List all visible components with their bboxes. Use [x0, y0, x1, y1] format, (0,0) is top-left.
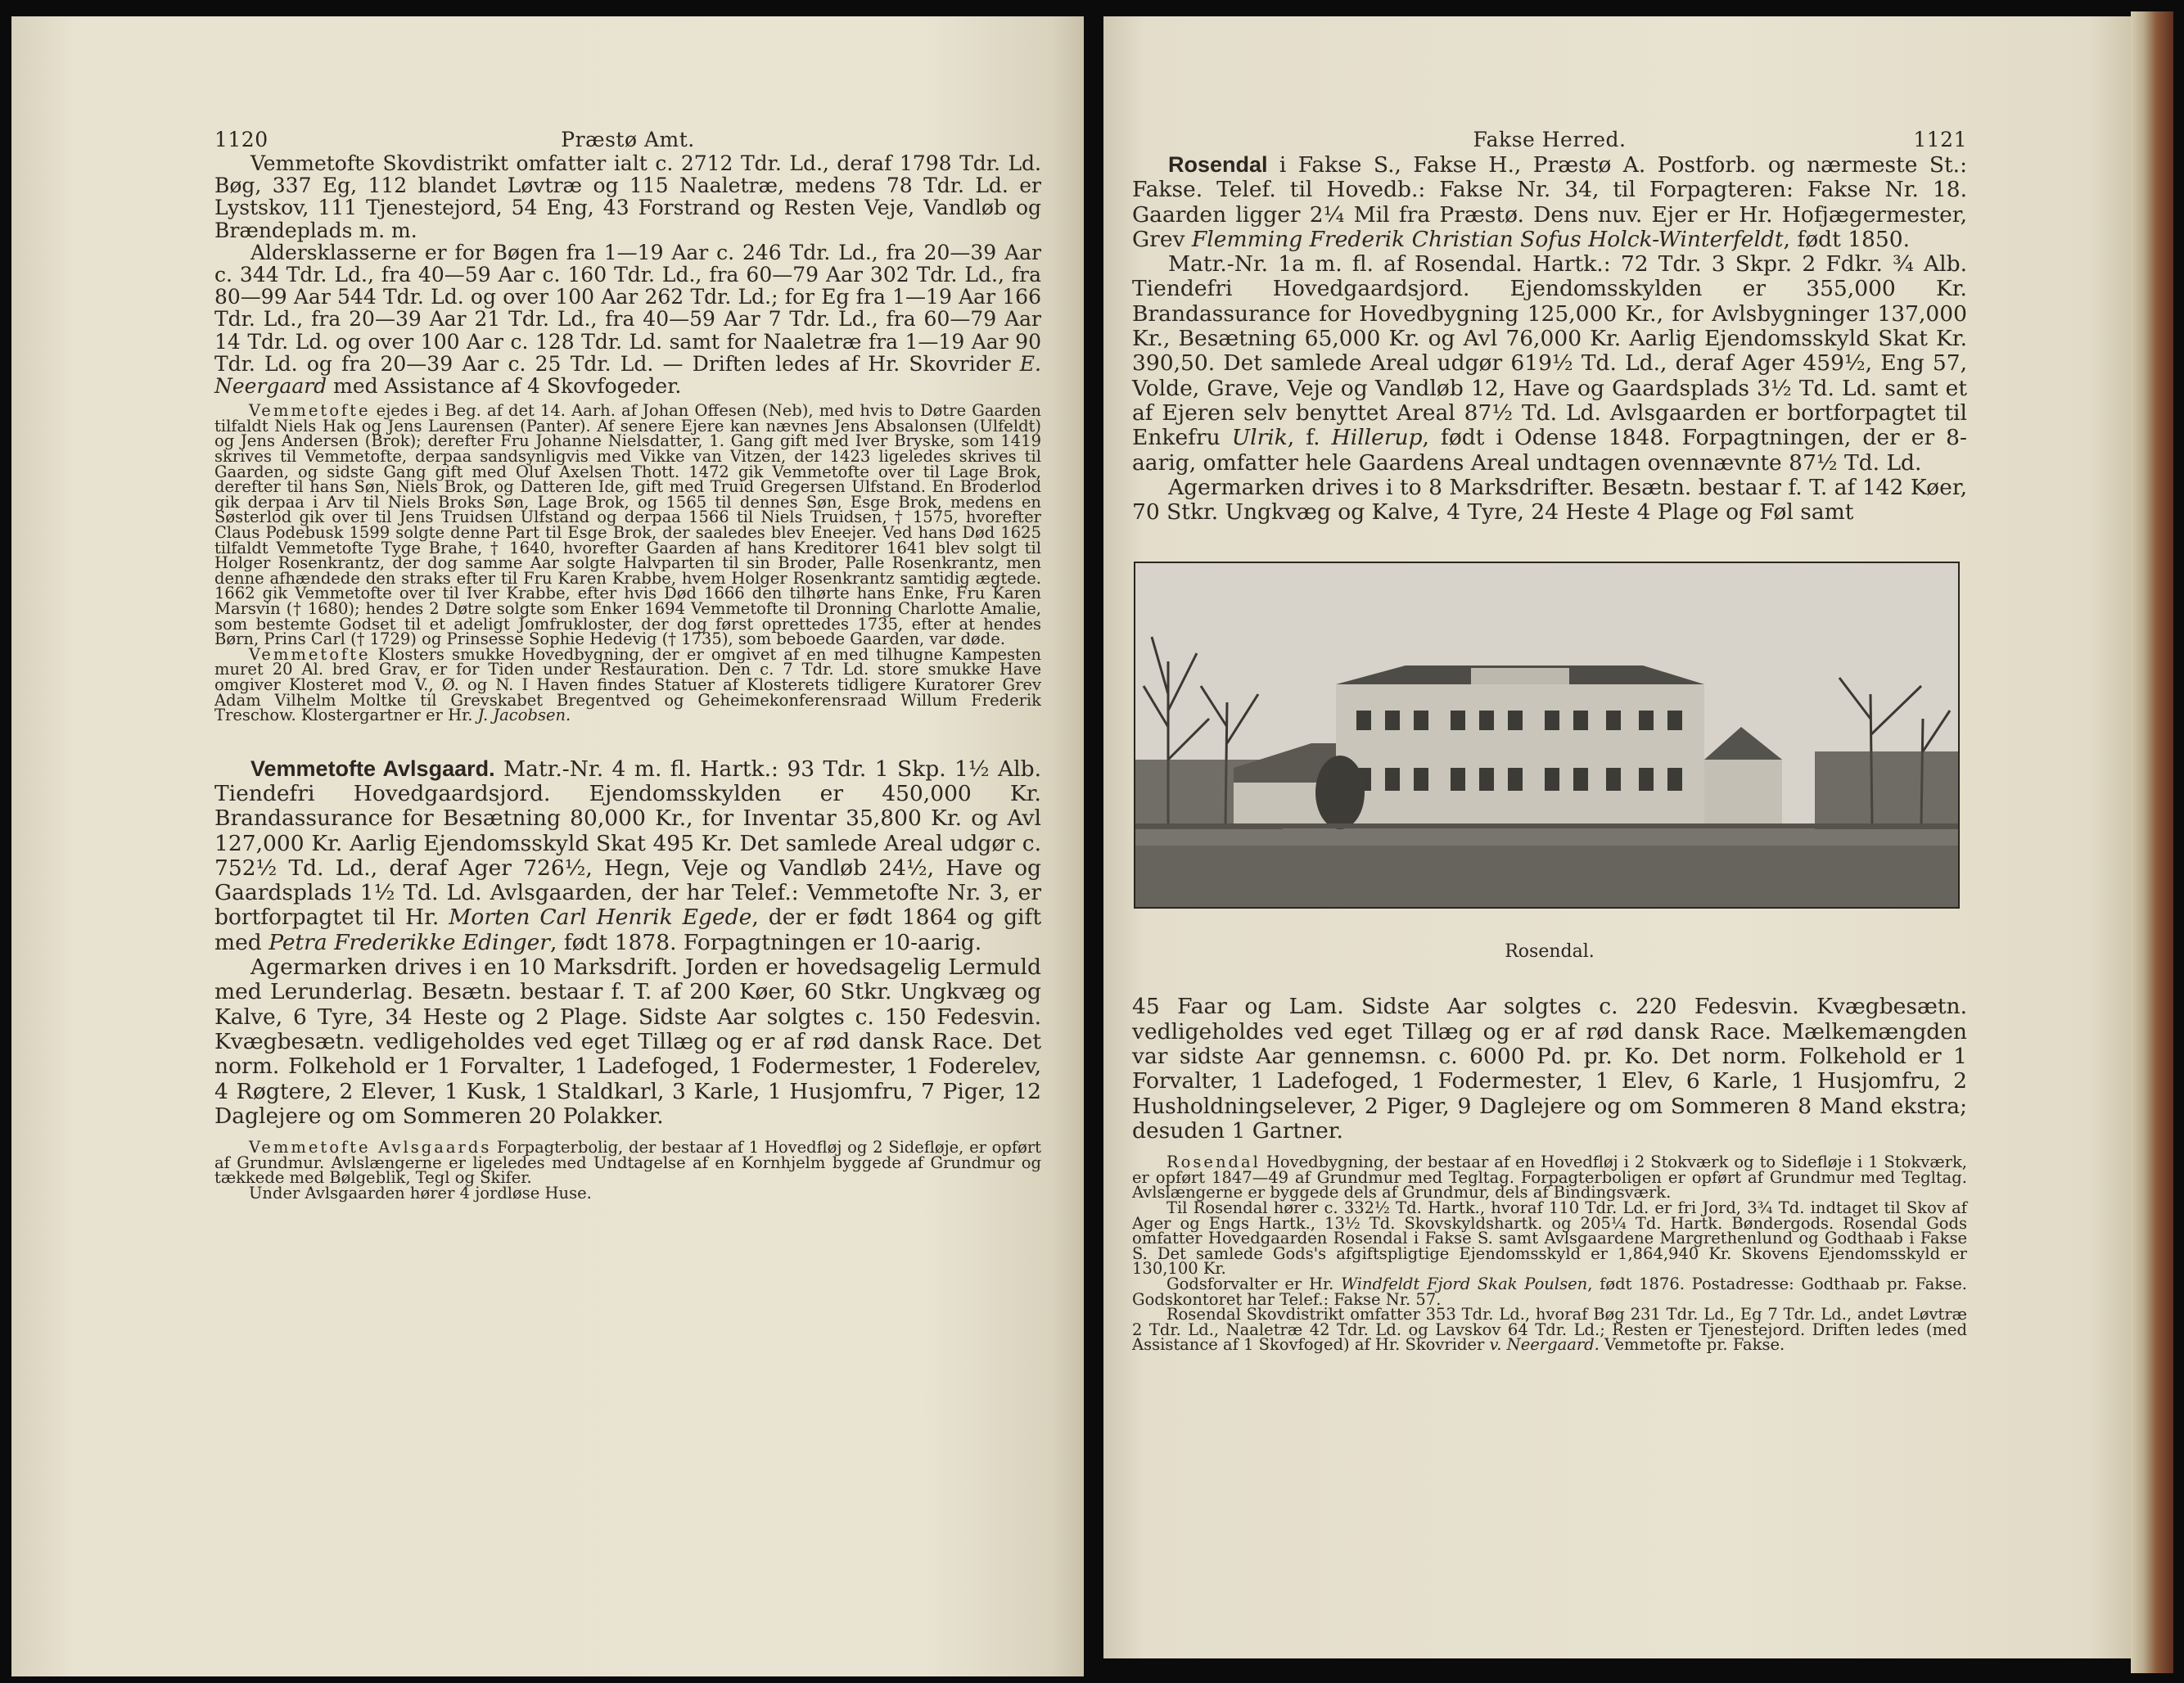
- running-title: Fakse Herred.: [1473, 128, 1627, 151]
- forpagterbolig-paragraph: Vemmetofte Avlsgaards Forpagterbolig, der bestaar af 1 Hovedfløj og 2 Sidefløje, er opført af Grundmur. Avlslængerne er ligeledes med Undtagelse af en Kornhjelm byggede af Grundmur og tækkede med Bølgeblik, Tegl og Skifer.: [214, 1138, 1041, 1188]
- avlsgaard-paragraph: Vemmetofte Avlsgaard. Matr.-Nr. 4 m. fl. Hartk.: 93 Tdr. 1 Skp. 1½ Alb. Tiendefri Hovedgaardsjord. Ejendomsskylden er 450,000 Kr. Brandassurance for Besætning 80,000 Kr., for Inventar 35,800 Kr. og Avl 127,000 Kr. Aarlig Ejendomsskyld Skat 495 Kr. Det samlede Areal udgør c. 752½ Td. Ld., deraf Ager 726½, Hegn, Veje og Vandløb 24½, Have og Gaardsplads 1½ Td. Ld. Avlsgaarden, der har Telef.: Vemmetofte Nr. 3, er bortforpagtet til Hr. Morten Carl Henrik Egede, der er født 1864 og gift med Petra Frederikke Edinger, født 1878. Forpagtningen er 10-aarig.: [214, 756, 1041, 955]
- running-title: Præstø Amt.: [561, 128, 695, 151]
- gods-paragraph: Til Rosendal hører c. 332½ Td. Hartk., hvoraf 110 Tdr. Ld. er fri Jord, 3¾ Td. indtaget til Skov af Ager og Engs Hartk., 13½ Td. Skovskyldshartk. og 205¼ Td. Hartk. Bøndergods. Rosendal Gods omfatter Hovedgaarden Rosendal i Fakse S. samt Avlsgaardene Margrethenlund og Godthaab i Fakse S. Det samlede Gods's afgiftspligtige Ejendomsskyld er 1,864,940 Kr. Skovens Ejendomsskyld er 130,100 Kr.: [1132, 1198, 1967, 1279]
- rosendal-photo: [1134, 562, 1960, 909]
- manor-house-illustration: [1135, 563, 1958, 907]
- skovdistrikt-paragraph: Rosendal Skovdistrikt omfatter 353 Tdr. Ld., hvoraf Bøg 231 Tdr. Ld., Eg 7 Tdr. Ld., andet Løvtræ 2 Tdr. Ld., Naaletræ 42 Tdr. Ld. og Lavskov 64 Tdr. Ld.; Resten er Tjenestejord. Driften ledes (med Assistance af 1 Skovfoged) af Hr. Skovrider v. Neergaard. Vemmetofte pr. Fakse.: [1132, 1305, 1967, 1355]
- aldersklasser-paragraph: Aldersklasserne er for Bøgen fra 1—19 Aar c. 246 Tdr. Ld., fra 20—39 Aar c. 344 Tdr. Ld., fra 40—59 Aar c. 160 Tdr. Ld., fra 60—79 Aar 302 Tdr. Ld., fra 80—99 Aar 544 Tdr. Ld. og over 100 Aar 262 Tdr. Ld.; for Eg fra 1—19 Aar 166 Tdr. Ld., fra 20—39 Aar 21 Tdr. Ld., fra 40—59 Aar 7 Tdr. Ld., fra 60—79 Aar 14 Tdr. Ld. og over 100 Aar c. 128 Tdr. Ld. samt for Naaletræ fra 1—19 Aar 90 Tdr. Ld. og fra 20—39 Aar c. 25 Tdr. Ld. — Driften ledes af Hr. Skovrider E. Neergaard med Assistance af 4 Skovfogeder.: [214, 240, 1041, 399]
- kloster-paragraph: Vemmetofte Klosters smukke Hovedbygning, der er omgivet af en med tilhugne Kampesten muret 20 Al. bred Grav, er for Tiden under Restauration. Den c. 7 Tdr. Ld. store smukke Have omgiver Klosteret mod V., Ø. og N. I Haven findes Statuer af Klosterets tidligere Kuratorer Grev Adam Vilhelm Moltke til Grevskabet Bregentved og Geheimekonferensraad Willum Frederik Treschow. Klostergartner er Hr. J. Jacobsen.: [214, 644, 1041, 725]
- hovedbygning-paragraph: Rosendal Hovedbygning, der bestaar af en Hovedfløj i 2 Stokværk og to Sidefløje i 1 Stokværk, er opført 1847—49 af Grundmur med Tegltag. Forpagterboligen er opført af Grundmur med Tegltag. Avlslængerne er byggede dels af Grundmur, dels af Bindingsværk.: [1132, 1153, 1967, 1202]
- left-page-header: [214, 116, 1041, 152]
- left-page: [11, 16, 1084, 1676]
- page-number: 1120: [214, 128, 268, 151]
- book-spine: [2131, 11, 2173, 1673]
- right-page: [1103, 16, 2131, 1658]
- right-page-header: [1132, 116, 1967, 152]
- history-paragraph: Vemmetofte ejedes i Beg. af det 14. Aarh. af Johan Offesen (Neb), med hvis to Døtre Gaarden tilfaldt Niels Hak og Jens Laurensen (Panter). Af senere Ejere kan nævnes Jens Absalonsen (Ulfeldt) og Jens Andersen (Brok); derefter Fru Johanne Nielsdatter, 1. Gang gift med Iver Bryske, som 1419 skrives til Vemmetofte, derpaa sandsynligvis med Vikke van Vitzen, der 1423 ligeledes skrives til Gaarden, og sidste Gang gift med Oluf Axelsen Thott. 1472 gik Vemmetofte over til Lage Brok, derefter til hans Søn, Niels Brok, og Datteren Ide, gift med Truid Gregersen Ulfstand. En Broderlod gik derpaa i Arv til Niels Broks Søn, Lage Brok, og 1565 til dennes Søn, Esge Brok, medens en Søsterlod gik over til Jens Truidsen Ulfstand og derpaa 1566 til Niels Truidsen, † 1575, hvorefter Claus Podebusk 1599 solgte denne Part til Esge Brok, der saaledes blev Eneejer. Ved hans Død 1625 tilfaldt Vemmetofte Tyge Brahe, † 1640, hvorefter Gaarden af hans Kreditorer 1641 blev solgt til Holger Rosenkrantz, der dog samme Aar solgte Halvparten til sin Broder, Palle Rosenkrantz, men denne afhændede den straks efter til Fru Karen Krabbe, hvem Holger Rosenkrantz samtidig ægtede. 1662 gik Vemmetofte over til Iver Krabbe, efter hvis Død 1666 den tilhørte hans Enke, Fru Karen Marsvin († 1680); hendes 2 Døtre solgte som Enker 1694 Vemmetofte til Dronning Charlotte Amalie, som bestemte Godset til et adeligt Jomfrukloster, der dog først oprettedes 1735, efter at hendes Børn, Prins Carl († 1729) og Prinsesse Sophie Hedevig († 1735), som beboede Gaarden, var døde.: [214, 401, 1041, 649]
- agermark-paragraph: Agermarken drives i en 10 Marksdrift. Jorden er hovedsagelig Lermuld med Lerunderlag. Besætn. bestaar f. T. af 200 Køer, 60 Stkr. Ungkvæg og Kalve, 6 Tyre, 34 Heste og 2 Plage. Sidste Aar solgtes c. 150 Fedesvin. Kvægbesætn. vedligeholdes ved eget Tillæg og er af rød dansk Race. Det norm. Folkehold er 1 Forvalter, 1 Ladefoged, 1 Fodermester, 1 Foderelev, 4 Røgtere, 2 Elever, 1 Kusk, 1 Staldkarl, 3 Karle, 1 Husjomfru, 7 Piger, 12 Daglejere og om Sommeren 20 Polakker.: [214, 954, 1041, 1129]
- godsforvalter-paragraph: Godsforvalter er Hr. Windfeldt Fjord Skak Poulsen, født 1876. Postadresse: Godthaab pr. Fakse. Godskontoret har Telef.: Fakse Nr. 57.: [1132, 1274, 1967, 1309]
- matrikel-paragraph: Matr.-Nr. 1a m. fl. af Rosendal. Hartk.: 72 Tdr. 3 Skpr. 2 Fdkr. ¾ Alb. Tiendefri Hovedgaardsjord. Ejendomsskylden er 355,000 Kr. Brandassurance for Hovedbygning 125,000 Kr., for Avlsbygninger 137,000 Kr., Besætning 65,000 Kr. og Avl 76,000 Kr. Aarlig Ejendomsskyld Skat Kr. 390,50. Det samlede Areal udgør 619½ Td. Ld., deraf Ager 459½, Eng 57, Volde, Grave, Veje og Vandløb 12, Have og Gaardsplads 3½ Td. Ld. samt et af Ejeren selv benyttet Areal 87½ Td. Ld. Avlsgaarden er bortforpagtet til Enkefru Ulrik, f. Hillerup, født i Odense 1848. Forpagtningen, der er 8-aarig, omfatter hele Gaardens Areal undtagen ovennævnte 87½ Td. Ld.: [1132, 251, 1967, 476]
- section-heading: Rosendal: [1168, 152, 1268, 177]
- right-page-content: [1132, 116, 1967, 1353]
- agermark-paragraph: Agermarken drives i to 8 Marksdrifter. Besætn. bestaar f. T. af 142 Køer, 70 Stkr. Ungkvæg og Kalve, 4 Tyre, 24 Heste 4 Plage og Føl samt: [1132, 474, 1967, 526]
- rosendal-paragraph: Rosendal i Fakse S., Fakse H., Præstø A. Postforb. og nærmeste St.: Fakse. Telef. til Hovedb.: Fakse Nr. 34, til Forpagteren: Fakse Nr. 18. Gaarden ligger 2¼ Mil fra Præstø. Dens nuv. Ejer er Hr. Hofjægermester, Grev Flemming Frederik Christian Sofus Holck-Winterfeldt, født 1850.: [1132, 152, 1967, 252]
- huse-paragraph: Under Avlsgaarden hører 4 jordløse Huse.: [249, 1183, 592, 1202]
- left-page-content: [214, 116, 1041, 1202]
- page-number: 1121: [1913, 128, 1967, 151]
- section-heading: Vemmetofte Avlsgaard.: [250, 756, 495, 781]
- photo-caption: Rosendal.: [1505, 941, 1595, 963]
- agermark-continued-paragraph: 45 Faar og Lam. Sidste Aar solgtes c. 220 Fedesvin. Kvægbesætn. vedligeholdes ved eget Tillæg og er af rød dansk Race. Mælkemængden var sidste Aar gennemsn. c. 6000 Pd. pr. Ko. Det norm. Folkehold er 1 Forvalter, 1 Ladefoged, 1 Fodermester, 1 Elev, 6 Karle, 1 Husjomfru, 2 Husholdningselever, 2 Piger, 9 Daglejere og om Sommeren 8 Mand ekstra; desuden 1 Gartner.: [1132, 994, 1967, 1144]
- skovdistrikt-paragraph: Vemmetofte Skovdistrikt omfatter ialt c. 2712 Tdr. Ld., deraf 1798 Tdr. Ld. Bøg, 337 Eg, 112 blandet Løvtræ og 115 Naaletræ, medens 78 Tdr. Ld. er Lystskov, 111 Tjenestejord, 54 Eng, 43 Forstrand og Resten Veje, Vandløb og Brændeplads m. m.: [214, 151, 1041, 242]
